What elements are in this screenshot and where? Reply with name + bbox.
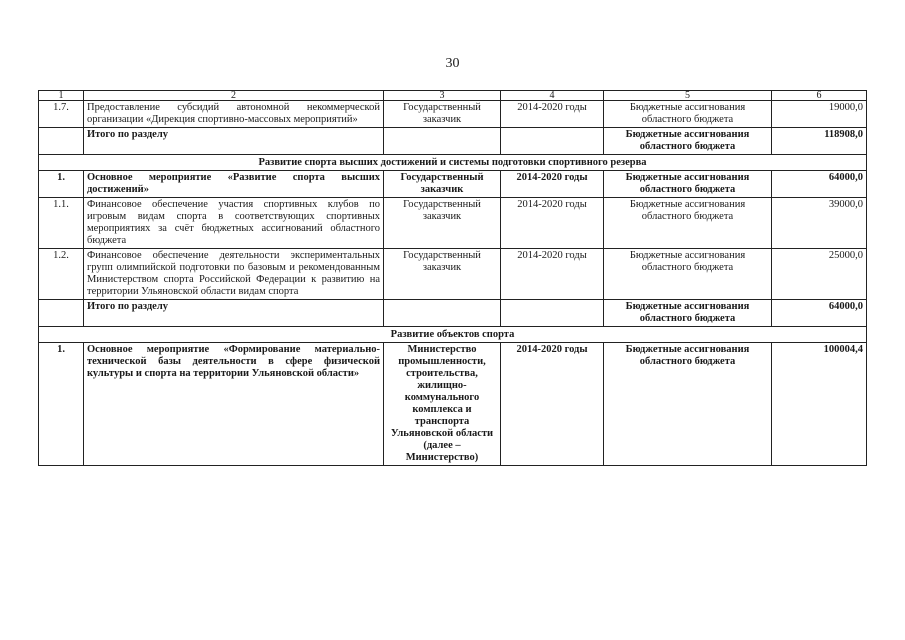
row-number: 1. — [39, 343, 84, 466]
row-number: 1.1. — [39, 198, 84, 249]
column-number: 1 — [39, 91, 84, 101]
row-number: 1. — [39, 171, 84, 198]
funding-source: Бюджетные ассигнования областного бюджета — [604, 171, 772, 198]
activity-name: Основное мероприятие «Развитие спорта высших достижений» — [84, 171, 384, 198]
column-number: 6 — [772, 91, 867, 101]
row-number: 1.2. — [39, 249, 84, 300]
activity-name: Финансовое обеспечение участия спортивных клубов по игровым видам спорта в соответствующих спортивных мероприятиях за счёт бюджетных ассигнований областного бюджета — [84, 198, 384, 249]
funding-source: Бюджетные ассигнования областного бюджета — [604, 128, 772, 155]
amount: 19000,0 — [772, 101, 867, 128]
column-number-row — [39, 91, 867, 101]
table-row — [39, 343, 867, 466]
funding-source: Бюджетные ассигнования областного бюджета — [604, 343, 772, 466]
executor: Государственный заказчик — [384, 249, 501, 300]
executor — [384, 300, 501, 327]
amount: 39000,0 — [772, 198, 867, 249]
period: 2014-2020 годы — [501, 198, 604, 249]
section-title: Развитие объектов спорта — [39, 327, 867, 343]
amount: 100004,4 — [772, 343, 867, 466]
activity-name: Итого по разделу — [84, 128, 384, 155]
table-row — [39, 171, 867, 198]
funding-source: Бюджетные ассигнования областного бюджета — [604, 198, 772, 249]
activity-name: Предоставление субсидий автономной некоммерческой организации «Дирекция спортивно-массовых мероприятий» — [84, 101, 384, 128]
column-number: 2 — [84, 91, 384, 101]
period — [501, 128, 604, 155]
amount: 64000,0 — [772, 300, 867, 327]
table-row — [39, 198, 867, 249]
table-row — [39, 249, 867, 300]
period: 2014-2020 годы — [501, 249, 604, 300]
executor — [384, 128, 501, 155]
funding-source: Бюджетные ассигнования областного бюджета — [604, 101, 772, 128]
funding-source: Бюджетные ассигнования областного бюджета — [604, 300, 772, 327]
row-number: 1.7. — [39, 101, 84, 128]
section-title: Развитие спорта высших достижений и системы подготовки спортивного резерва — [39, 155, 867, 171]
section-total-row — [39, 128, 867, 155]
program-table — [38, 90, 867, 466]
activity-name: Итого по разделу — [84, 300, 384, 327]
amount: 25000,0 — [772, 249, 867, 300]
executor: Государственный заказчик — [384, 171, 501, 198]
period — [501, 300, 604, 327]
section-total-row — [39, 300, 867, 327]
executor: Государственный заказчик — [384, 101, 501, 128]
period: 2014-2020 годы — [501, 171, 604, 198]
table-body — [39, 91, 867, 466]
column-number: 4 — [501, 91, 604, 101]
column-number: 3 — [384, 91, 501, 101]
period: 2014-2020 годы — [501, 343, 604, 466]
executor: Государственный заказчик — [384, 198, 501, 249]
row-number — [39, 300, 84, 327]
page-number: 30 — [445, 56, 460, 71]
amount: 64000,0 — [772, 171, 867, 198]
activity-name: Финансовое обеспечение деятельности экспериментальных групп олимпийской подготовки по базовым и рекомендованным Министерством спорта Российской Федерации к развитию на территории Ульяновской области видам спорта — [84, 249, 384, 300]
amount: 118908,0 — [772, 128, 867, 155]
column-number: 5 — [604, 91, 772, 101]
row-number — [39, 128, 84, 155]
period: 2014-2020 годы — [501, 101, 604, 128]
executor: Министерство промышленности, строительства, жилищно-коммунального комплекса и транспорта Ульяновской области (далее – Министерство) — [384, 343, 501, 466]
funding-source: Бюджетные ассигнования областного бюджета — [604, 249, 772, 300]
activity-name: Основное мероприятие «Формирование материально-технической базы деятельности в сфере физической культуры и спорта на территории Ульяновской области» — [84, 343, 384, 466]
table-row — [39, 101, 867, 128]
section-header-row — [39, 155, 867, 171]
section-header-row — [39, 327, 867, 343]
